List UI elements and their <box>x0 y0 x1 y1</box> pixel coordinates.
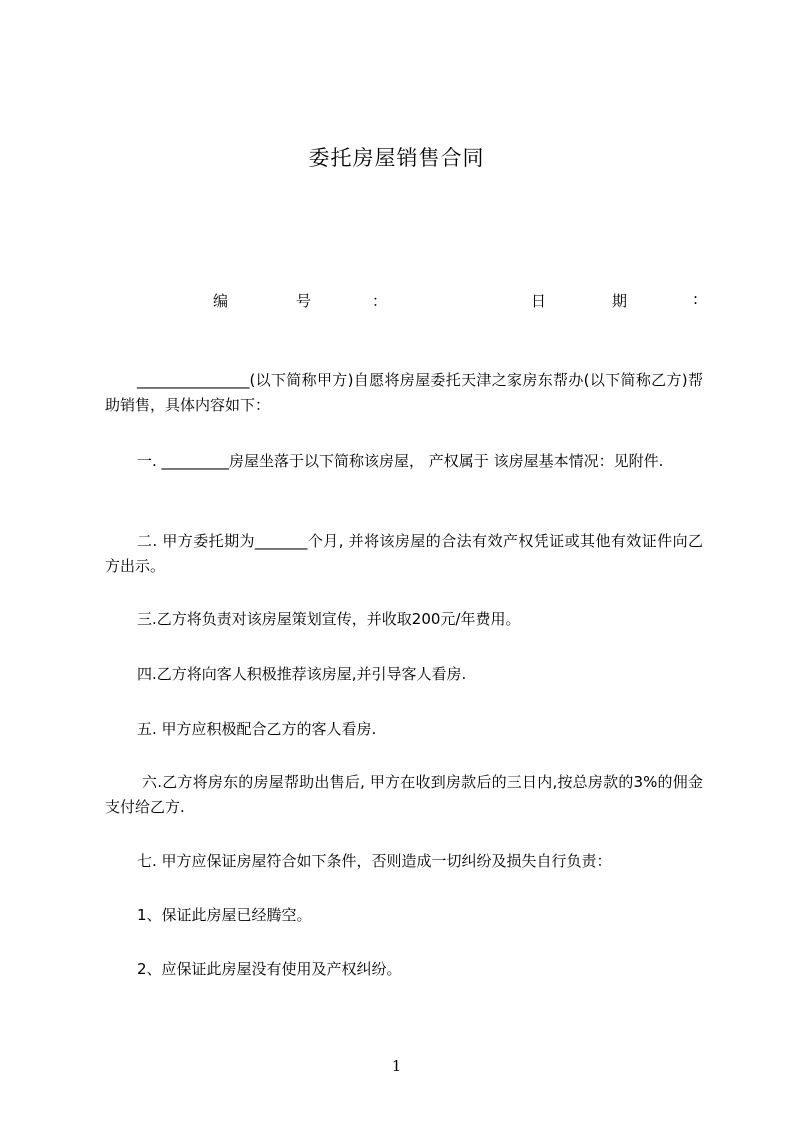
intro-paragraph: _______________(以下简称甲方)自愿将房屋委托天津之家房东帮办(以下简称乙方)帮助销售，具体内容如下： <box>105 371 703 414</box>
number-label-char-2: 号 <box>296 292 312 310</box>
clause-2: 二. 甲方委托期为_______个月, 并将该房屋的合法有效产权凭证或其他有效证件向乙方出示。 <box>105 532 703 575</box>
clause-7: 七. 甲方应保证房屋符合如下条件，否则造成一切纠纷及损失自行负责： <box>137 852 612 870</box>
clause-1: 一. _________房屋坐落于以下简称该房屋， 产权属于 该房屋基本情况：见附件. <box>137 452 664 470</box>
clause-6: 六.乙方将房东的房屋帮助出售后, 甲方在收到房款后的三日内,按总房款的3%的佣金支付给乙方. <box>105 773 703 816</box>
document-title: 委托房屋销售合同 <box>308 146 485 170</box>
number-label-colon: ： <box>372 292 388 310</box>
clause-5: 五. 甲方应积极配合乙方的客人看房. <box>137 720 377 738</box>
condition-1: 1、保证此房屋已经腾空。 <box>137 906 312 924</box>
number-label-char-1: 编 <box>213 292 229 310</box>
date-label-colon: : <box>693 290 699 308</box>
page-number: 1 <box>391 1057 402 1075</box>
clause-3: 三.乙方将负责对该房屋策划宣传，并收取200元/年费用。 <box>137 610 521 628</box>
date-label-char-2: 期 <box>612 292 628 310</box>
date-label-char-1: 日 <box>531 292 547 310</box>
clause-4: 四.乙方将向客人积极推荐该房屋,并引导客人看房. <box>137 665 467 683</box>
condition-2: 2、应保证此房屋没有使用及产权纠纷。 <box>137 960 402 978</box>
